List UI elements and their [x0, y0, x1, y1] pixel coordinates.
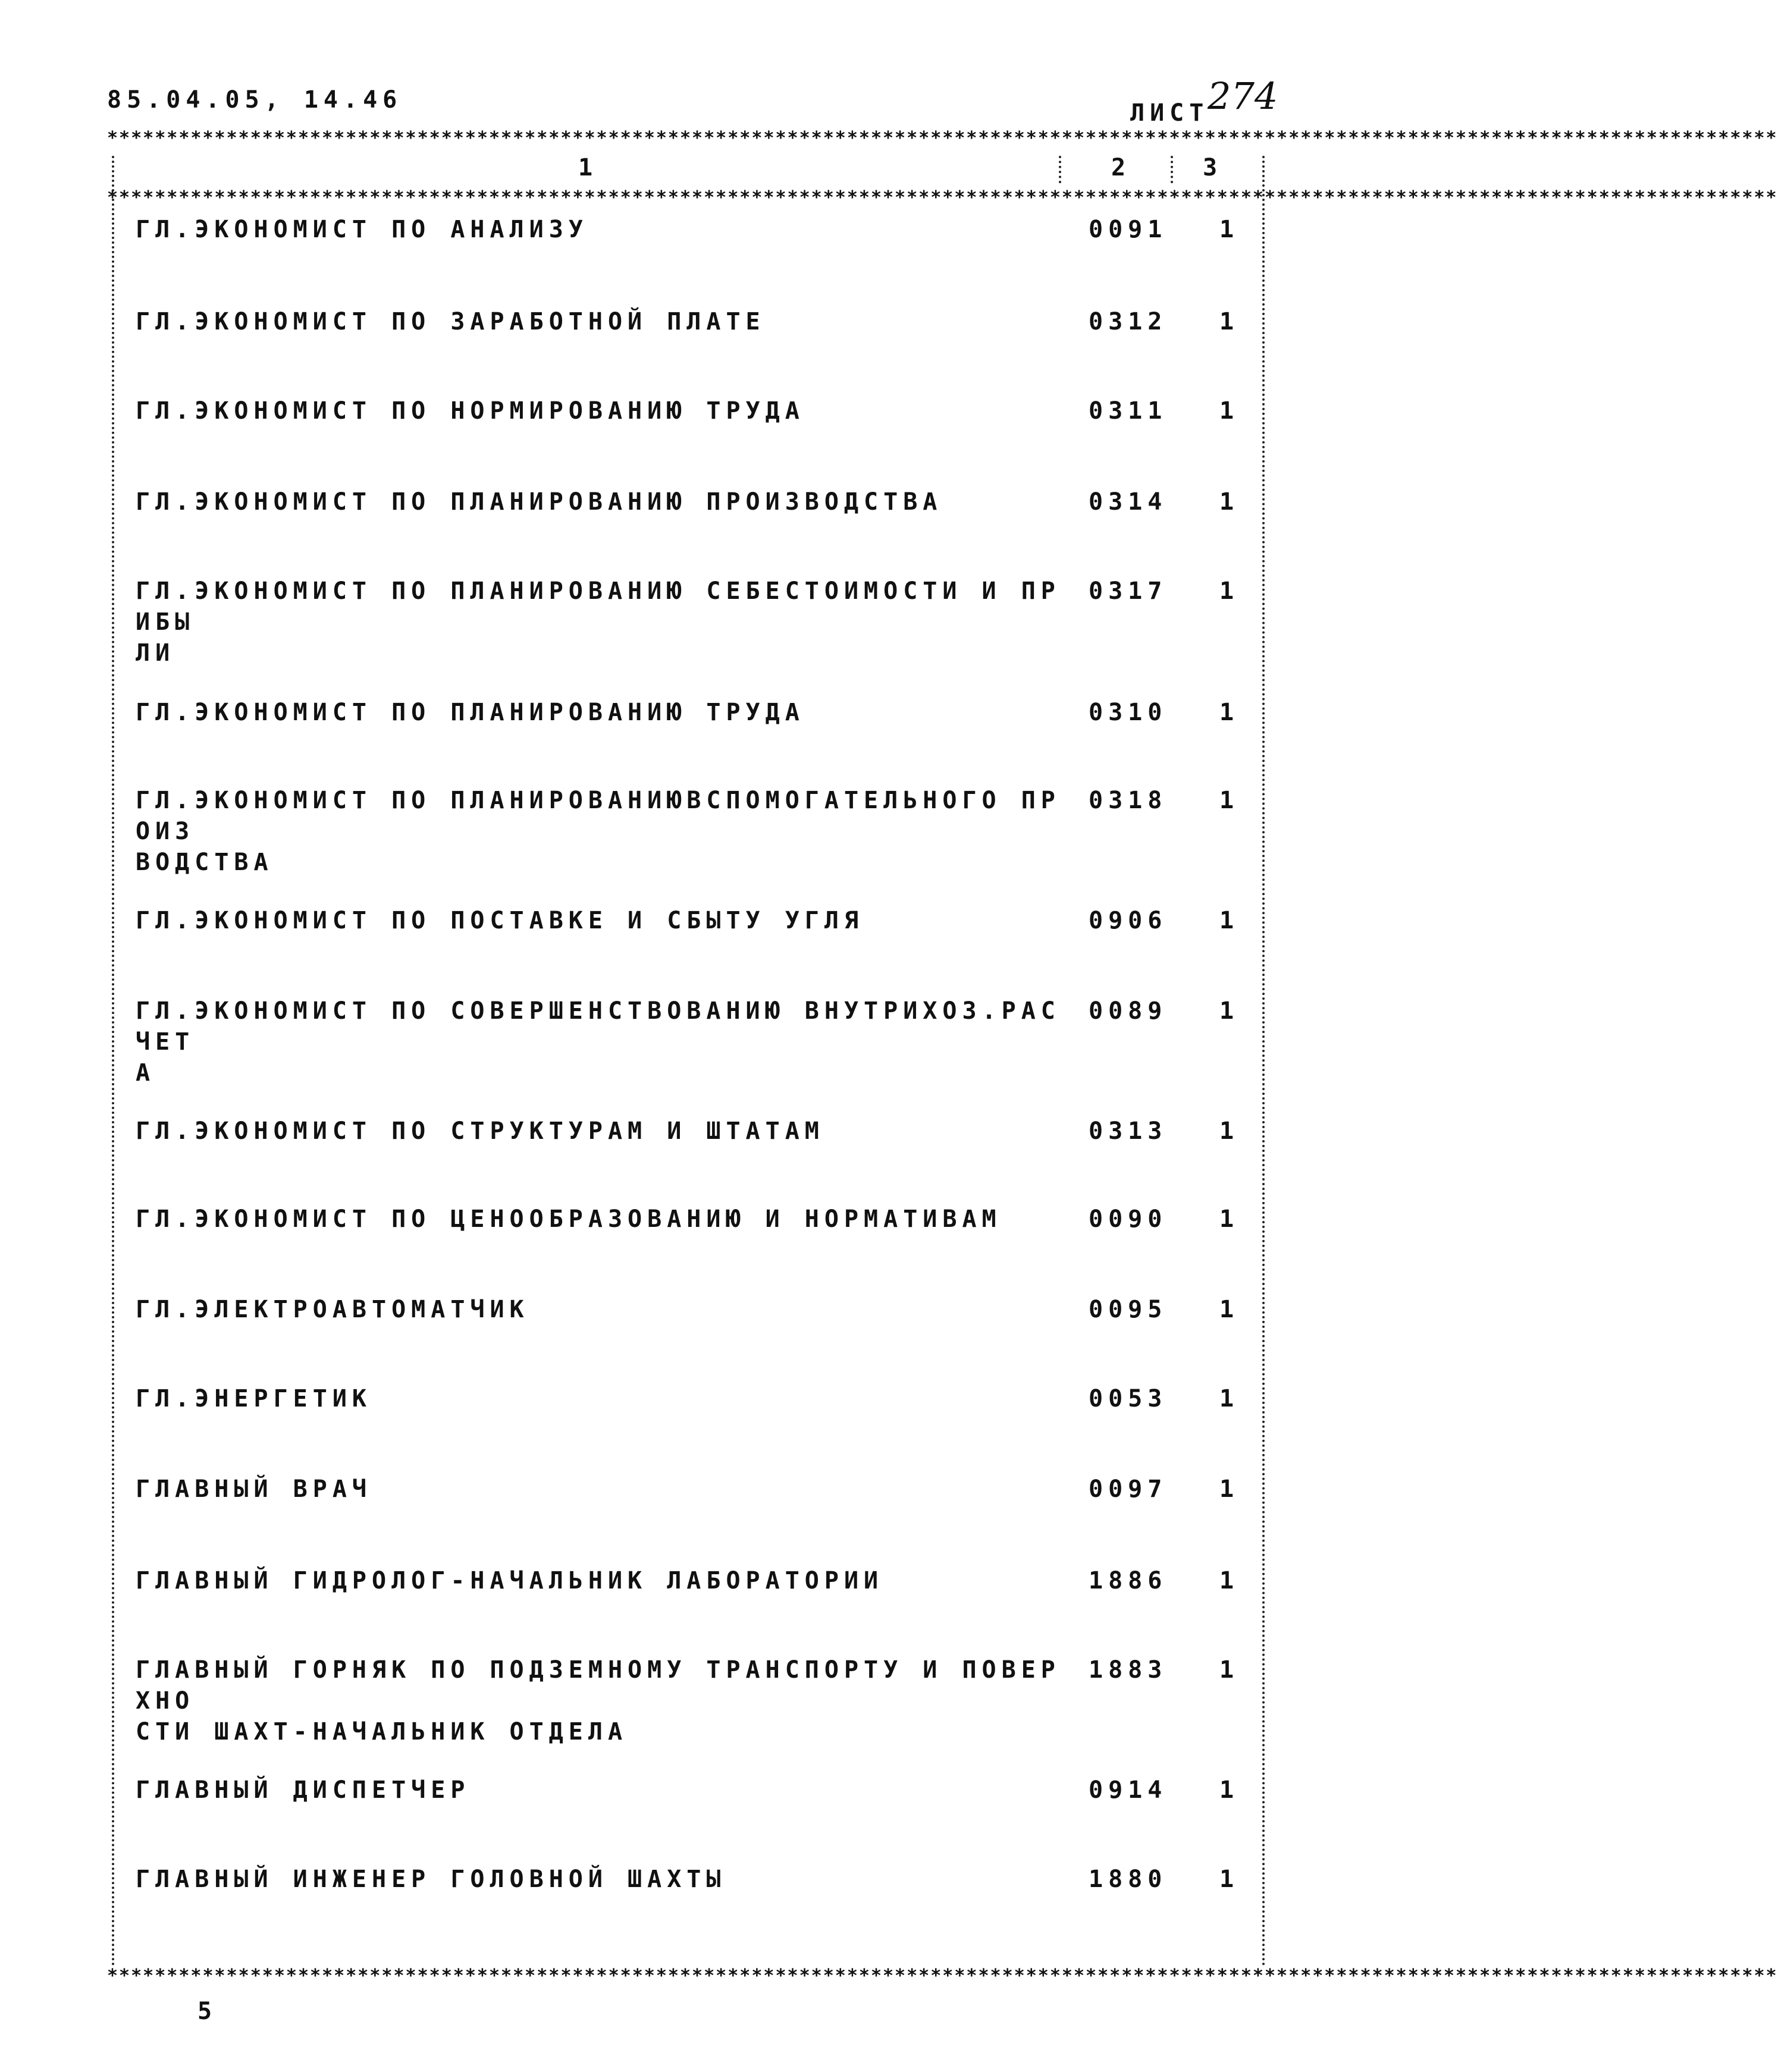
row-code: 0053	[1089, 1385, 1168, 1412]
row-quantity: 1	[1219, 577, 1234, 605]
sheet-label: ЛИСТ	[1130, 99, 1209, 127]
row-name: ГЛ.ЭКОНОМИСТ ПО ПЛАНИРОВАНИЮ СЕБЕСТОИМОСТИ И ПРИБЫ ЛИ	[136, 577, 1061, 667]
row-name: ГЛАВНЫЙ ГОРНЯК ПО ПОДЗЕМНОМУ ТРАНСПОРТУ И ПОВЕРХНО СТИ ШАХТ-НАЧАЛЬНИК ОТДЕЛА	[136, 1656, 1061, 1745]
row-code: 0090	[1089, 1205, 1168, 1233]
row-quantity: 1	[1219, 907, 1234, 934]
row-code: 0097	[1089, 1475, 1168, 1503]
row-quantity: 1	[1219, 1475, 1234, 1503]
bottom-border: ********************************************************************************************************************************************	[107, 1966, 1778, 1986]
row-quantity: 1	[1219, 1205, 1234, 1233]
column-header-3: 3	[1203, 154, 1223, 181]
row-quantity: 1	[1219, 397, 1234, 425]
row-name: ГЛ.ЭКОНОМИСТ ПО ПЛАНИРОВАНИЮ ПРОИЗВОДСТВА	[136, 488, 943, 516]
row-name: ГЛАВНЫЙ ГИДРОЛОГ-НАЧАЛЬНИК ЛАБОРАТОРИИ	[136, 1567, 884, 1594]
row-name: ГЛ.ЭКОНОМИСТ ПО АНАЛИЗУ	[136, 216, 588, 243]
sheet-number: 274	[1208, 74, 1278, 118]
column-header-1: 1	[578, 154, 598, 181]
row-name: ГЛ.ЭНЕРГЕТИК	[136, 1385, 372, 1412]
row-name: ГЛ.ЭКОНОМИСТ ПО ПОСТАВКЕ И СБЫТУ УГЛЯ	[136, 907, 864, 934]
row-name: ГЛ.ЭКОНОМИСТ ПО ЗАРАБОТНОЙ ПЛАТЕ	[136, 308, 766, 335]
row-quantity: 1	[1219, 216, 1234, 243]
page-number: 5	[197, 1998, 218, 2025]
row-quantity: 1	[1219, 1866, 1234, 1893]
row-name: ГЛАВНЫЙ ДИСПЕТЧЕР	[136, 1776, 471, 1804]
row-code: 0313	[1089, 1117, 1168, 1145]
header-border: ********************************************************************************************************************************************	[107, 187, 1778, 208]
row-quantity: 1	[1219, 997, 1234, 1025]
row-quantity: 1	[1219, 1567, 1234, 1594]
row-name: ГЛ.ЭКОНОМИСТ ПО ПЛАНИРОВАНИЮ ТРУДА	[136, 699, 805, 726]
row-quantity: 1	[1219, 1385, 1234, 1412]
print-timestamp: 85.04.05, 14.46	[107, 86, 403, 114]
row-name: ГЛ.ЭКОНОМИСТ ПО ПЛАНИРОВАНИЮВСПОМОГАТЕЛЬНОГО ПРОИЗ ВОДСТВА	[136, 787, 1061, 876]
row-code: 0095	[1089, 1296, 1168, 1323]
row-quantity: 1	[1219, 1117, 1234, 1145]
row-name: ГЛ.ЭКОНОМИСТ ПО СОВЕРШЕНСТВОВАНИЮ ВНУТРИХОЗ.РАСЧЕТ А	[136, 997, 1061, 1087]
row-name: ГЛ.ЭКОНОМИСТ ПО СТРУКТУРАМ И ШТАТАМ	[136, 1117, 824, 1145]
row-code: 0091	[1089, 216, 1168, 243]
row-quantity: 1	[1219, 699, 1234, 726]
row-code: 0312	[1089, 308, 1168, 335]
row-quantity: 1	[1219, 1296, 1234, 1323]
row-code: 0314	[1089, 488, 1168, 516]
row-quantity: 1	[1219, 1656, 1234, 1684]
row-quantity: 1	[1219, 787, 1234, 814]
row-name: ГЛ.ЭКОНОМИСТ ПО ЦЕНООБРАЗОВАНИЮ И НОРМАТИВАМ	[136, 1205, 1002, 1233]
row-code: 0311	[1089, 397, 1168, 425]
row-code: 0318	[1089, 787, 1168, 814]
column-header-2: 2	[1111, 154, 1131, 181]
column-divider-1	[1059, 156, 1061, 183]
row-code: 1883	[1089, 1656, 1168, 1684]
row-code: 0317	[1089, 577, 1168, 605]
row-code: 1880	[1089, 1866, 1168, 1893]
row-code: 0914	[1089, 1776, 1168, 1804]
row-quantity: 1	[1219, 308, 1234, 335]
row-code: 1886	[1089, 1567, 1168, 1594]
row-name: ГЛ.ЭКОНОМИСТ ПО НОРМИРОВАНИЮ ТРУДА	[136, 397, 805, 425]
table-left-border	[112, 156, 114, 1967]
row-quantity: 1	[1219, 488, 1234, 516]
row-code: 0906	[1089, 907, 1168, 934]
row-quantity: 1	[1219, 1776, 1234, 1804]
row-name: ГЛ.ЭЛЕКТРОАВТОМАТЧИК	[136, 1296, 529, 1323]
column-divider-2	[1171, 156, 1173, 183]
table-right-border	[1262, 156, 1265, 1967]
top-border: ********************************************************************************************************************************************	[107, 128, 1778, 149]
row-code: 0310	[1089, 699, 1168, 726]
row-code: 0089	[1089, 997, 1168, 1025]
row-name: ГЛАВНЫЙ ВРАЧ	[136, 1475, 372, 1503]
row-name: ГЛАВНЫЙ ИНЖЕНЕР ГОЛОВНОЙ ШАХТЫ	[136, 1866, 726, 1893]
